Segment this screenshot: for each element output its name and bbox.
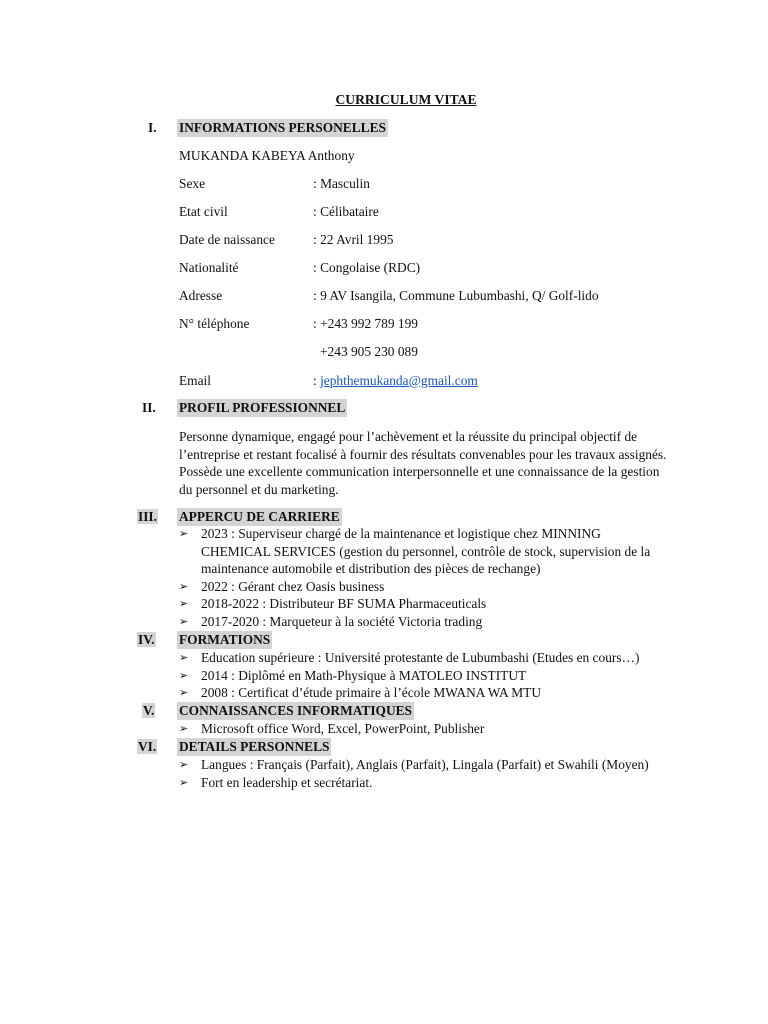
list-item: ➢ 2023 : Superviseur chargé de la maintenance et logistique chez MINNING CHEMICAL SERVICES (gestion du personnel, contrôle de stock, supervision de la maintenance automobile et distribution des pièces de rechange) bbox=[179, 526, 651, 577]
field-value: : Célibataire bbox=[313, 204, 379, 219]
field-label: Adresse bbox=[179, 288, 223, 303]
section-title: CONNAISSANCES INFORMATIQUES bbox=[179, 703, 413, 718]
section-personal-header bbox=[0, 119, 768, 137]
section-computer-header bbox=[0, 702, 768, 720]
section-profile-header bbox=[0, 399, 768, 417]
section-title: APPERCU DE CARRIERE bbox=[179, 509, 340, 524]
section-education-header bbox=[0, 631, 768, 649]
paragraph-line: Possède une excellente communication interpersonnelle et une connaissance de la gestion bbox=[179, 464, 660, 480]
list-item: ➢ 2014 : Diplômé en Math-Physique à MATOLEO INSTITUT bbox=[179, 667, 527, 683]
field-label: Date de naissance bbox=[179, 232, 275, 247]
email-prefix: : bbox=[313, 373, 321, 388]
field-value: : Masculin bbox=[313, 176, 370, 191]
arrow-bullet-icon: ➢ bbox=[179, 527, 189, 540]
section-numeral: III. bbox=[138, 509, 157, 524]
field-value bbox=[313, 372, 478, 390]
paragraph-line: Personne dynamique, engagé pour l’achèvement et la réussite du principal objectif de bbox=[179, 429, 638, 444]
section-numeral: IV. bbox=[138, 632, 155, 647]
field-label: Nationalité bbox=[179, 260, 239, 275]
email-link[interactable]: jephthemukanda@gmail.com bbox=[320, 373, 478, 388]
arrow-bullet-icon: ➢ bbox=[179, 651, 189, 664]
section-numeral: VI. bbox=[138, 739, 157, 754]
list-item: ➢ Education supérieure : Université protestante de Lubumbashi (Etudes en cours…) bbox=[179, 650, 640, 665]
field-value: : 22 Avril 1995 bbox=[313, 232, 394, 247]
list-item: ➢ Microsoft office Word, Excel, PowerPoint, Publisher bbox=[179, 721, 485, 736]
arrow-bullet-icon: ➢ bbox=[179, 668, 189, 682]
arrow-bullet-icon: ➢ bbox=[179, 775, 189, 789]
arrow-bullet-icon: ➢ bbox=[179, 614, 189, 628]
section-title: FORMATIONS bbox=[179, 632, 271, 647]
arrow-bullet-icon: ➢ bbox=[179, 722, 189, 735]
section-title: DETAILS PERSONNELS bbox=[179, 739, 330, 754]
list-item: ➢ 2018-2022 : Distributeur BF SUMA Pharmaceuticals bbox=[179, 596, 487, 612]
list-item: ➢ 2017-2020 : Marqueteur à la société Victoria trading bbox=[179, 613, 483, 629]
list-item: ➢ Langues : Français (Parfait), Anglais (Parfait), Lingala (Parfait) et Swahili (Moyen) bbox=[179, 757, 649, 772]
field-value: : 9 AV Isangila, Commune Lubumbashi, Q/ Golf-lido bbox=[313, 288, 599, 303]
section-career-header bbox=[0, 508, 768, 526]
full-name: MUKANDA KABEYA Anthony bbox=[179, 148, 355, 163]
education-list bbox=[179, 649, 699, 702]
section-title: INFORMATIONS PERSONELLES bbox=[179, 120, 386, 135]
arrow-bullet-icon: ➢ bbox=[179, 758, 189, 771]
list-item: ➢ 2022 : Gérant chez Oasis business bbox=[179, 578, 385, 594]
arrow-bullet-icon: ➢ bbox=[179, 579, 189, 593]
field-value: : +243 992 789 199 bbox=[313, 316, 419, 331]
career-list bbox=[179, 525, 699, 631]
arrow-bullet-icon: ➢ bbox=[179, 597, 189, 611]
section-details-header bbox=[0, 738, 768, 756]
field-value: +243 905 230 089 bbox=[320, 344, 418, 359]
arrow-bullet-icon: ➢ bbox=[179, 686, 189, 700]
list-item: ➢ Fort en leadership et secrétariat. bbox=[179, 774, 373, 790]
profile-paragraph bbox=[179, 428, 689, 498]
section-title: PROFIL PROFESSIONNEL bbox=[179, 400, 346, 415]
section-numeral: V. bbox=[143, 703, 155, 718]
paragraph-line: l’entreprise et restant focalisé à fournir des résultats convenables pour les travaux assignés. bbox=[179, 446, 667, 462]
section-numeral: I. bbox=[148, 120, 157, 135]
field-label: N° téléphone bbox=[179, 316, 250, 331]
field-label: Sexe bbox=[179, 176, 206, 191]
field-label: Etat civil bbox=[179, 204, 228, 219]
field-value: : Congolaise (RDC) bbox=[313, 260, 421, 275]
list-item: ➢ 2008 : Certificat d’étude primaire à l’école MWANA WA MTU bbox=[179, 685, 541, 701]
field-label: Email bbox=[179, 373, 211, 388]
document-title: CURRICULUM VITAE bbox=[335, 92, 477, 107]
paragraph-line: du personnel et du marketing. bbox=[179, 481, 339, 497]
personal-details-list bbox=[179, 756, 699, 791]
section-numeral: II. bbox=[142, 400, 156, 415]
computer-skills-list bbox=[179, 720, 699, 738]
